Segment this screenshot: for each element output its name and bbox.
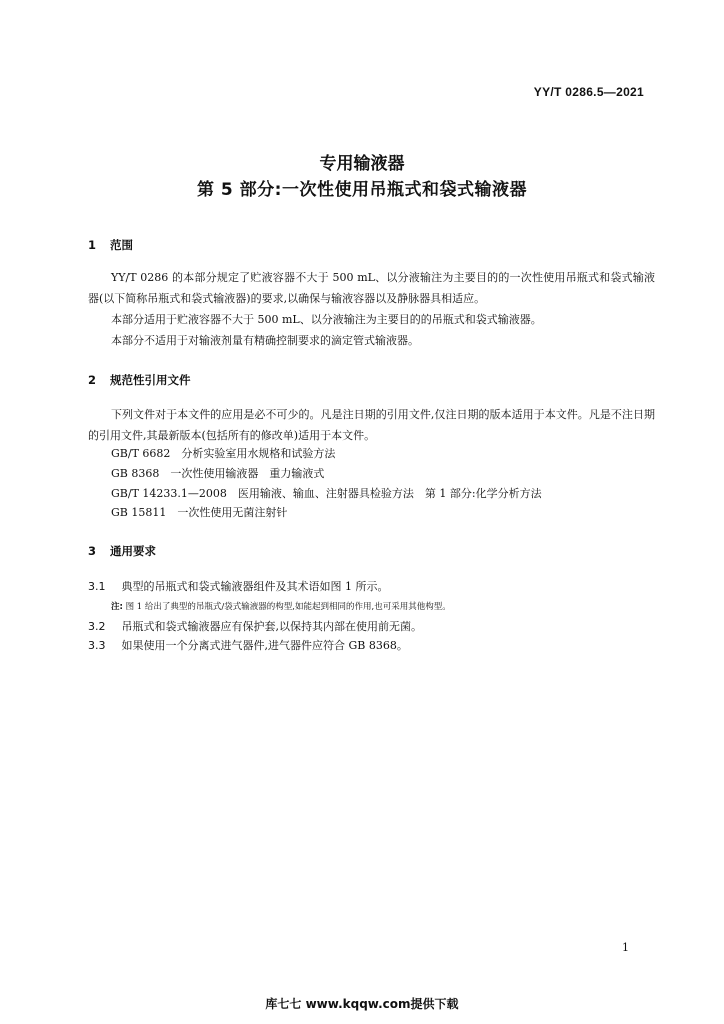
section-1-heading (88, 237, 133, 253)
section-number: 1 (88, 238, 97, 252)
clause-text: 吊瓶式和袋式输液器应有保护套,以保持其内部在使用前无菌。 (121, 620, 422, 633)
section-title: 范围 (110, 238, 134, 252)
standard-code: YY/T 0286.5—2021 (533, 85, 644, 99)
clause-number: 3.2 (88, 620, 106, 633)
document-title-line2: 第 5 部分:一次性使用吊瓶式和袋式输液器 (197, 180, 527, 200)
note (111, 600, 451, 612)
reference-item: GB/T 6682 分析实验室用水规格和试验方法 (111, 447, 336, 460)
document-title-line1: 专用输液器 (319, 154, 405, 174)
clause-number: 3.1 (88, 580, 106, 593)
section-3-heading (88, 543, 156, 559)
clause-3-2 (88, 618, 422, 634)
clause-text: 如果使用一个分离式进气器件,进气器件应符合 GB 8368。 (121, 639, 408, 652)
clause-text: 典型的吊瓶式和袋式输液器组件及其术语如图 1 所示。 (121, 580, 389, 593)
section-1-paragraph-2: 本部分适用于贮液容器不大于 500 mL、以分液输注为主要目的的吊瓶式和袋式输液器。 (111, 313, 542, 326)
section-2-paragraph-1: 下列文件对于本文件的应用是必不可少的。凡是注日期的引用文件,仅注日期的版本适用于本文件。凡是不注日期的引用文件,其最新版本(包括所有的修改单)适用于本文件。 (88, 408, 655, 442)
note-label: 注: (111, 602, 123, 612)
clause-3-3 (88, 637, 408, 653)
note-text: 图 1 给出了典型的吊瓶式/袋式输液器的构型,如能起到相同的作用,也可采用其他构型。 (125, 602, 451, 612)
section-2-heading (88, 372, 191, 388)
footer-download-notice: 库七七 www.kqqw.com提供下载 (265, 997, 459, 1011)
reference-item: GB 8368 一次性使用输液器 重力输液式 (111, 467, 325, 480)
clause-3-1 (88, 578, 389, 594)
section-number: 3 (88, 544, 97, 558)
section-1-paragraph-1: YY/T 0286 的本部分规定了贮液容器不大于 500 mL、以分液输注为主要目的的一次性使用吊瓶式和袋式输液器(以下简称吊瓶式和袋式输液器)的要求,以确保与输液容器以及静脉器具相适应。 (88, 271, 655, 305)
page-number: 1 (622, 941, 629, 954)
reference-item: GB 15811 一次性使用无菌注射针 (111, 506, 288, 519)
section-number: 2 (88, 373, 97, 387)
section-1-paragraph-3: 本部分不适用于对输液剂量有精确控制要求的滴定管式输液器。 (111, 334, 419, 347)
section-title: 规范性引用文件 (110, 373, 191, 387)
reference-item: GB/T 14233.1—2008 医用输液、输血、注射器具检验方法 第 1 部分:化学分析方法 (111, 487, 542, 500)
clause-number: 3.3 (88, 639, 106, 652)
section-title: 通用要求 (110, 544, 157, 558)
